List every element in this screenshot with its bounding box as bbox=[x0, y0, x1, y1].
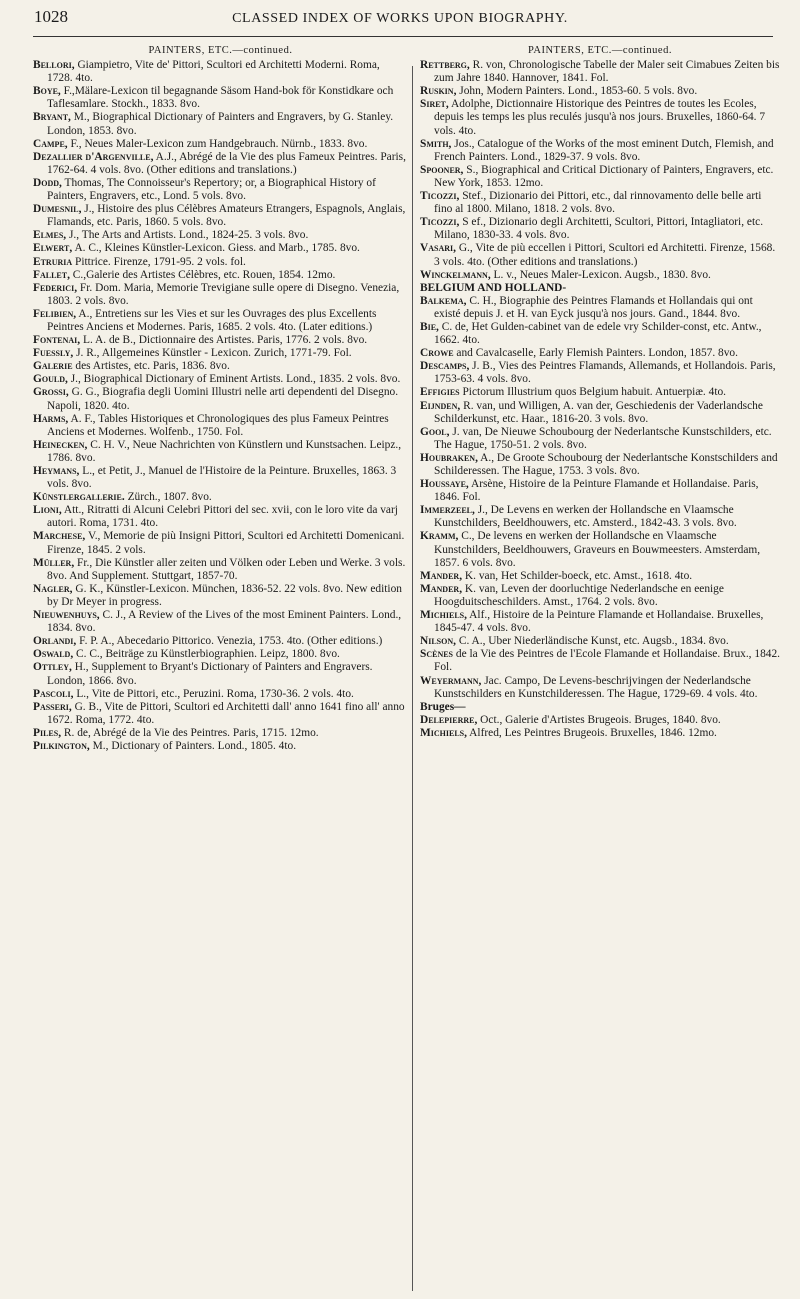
bibliography-entry bbox=[33, 557, 408, 583]
bibliography-entry bbox=[33, 661, 408, 687]
bibliography-entry bbox=[420, 583, 780, 609]
bibliography-entry bbox=[33, 373, 408, 386]
left-column bbox=[33, 44, 408, 753]
entry-author: Ticozzi, bbox=[420, 190, 460, 203]
belgium-holland-entry-list bbox=[420, 295, 780, 701]
bibliography-entry bbox=[420, 426, 780, 452]
entry-details: R. de, Abrégé de la Vie des Peintres. Paris, 1715. 12mo. bbox=[63, 726, 319, 739]
bibliography-entry bbox=[420, 164, 780, 190]
bibliography-entry bbox=[33, 439, 408, 465]
page-number: 1028 bbox=[34, 7, 68, 26]
entry-details: C. de, Het Gulden-cabinet van de edele vry Schilder-const, etc. Antw., 1662. 4to. bbox=[434, 320, 762, 347]
right-entry-list bbox=[420, 59, 780, 282]
bibliography-entry bbox=[33, 282, 408, 308]
bibliography-entry bbox=[33, 360, 408, 373]
entry-author: Effigies bbox=[420, 386, 460, 399]
bibliography-entry bbox=[420, 675, 780, 701]
header-rule bbox=[33, 36, 773, 37]
entry-details: John, Modern Painters. Lond., 1853-60. 5 vols. 8vo. bbox=[459, 85, 698, 98]
entry-details: Oct., Galerie d'Artistes Brugeois. Bruges, 1840. 8vo. bbox=[480, 713, 721, 726]
bibliography-entry bbox=[33, 242, 408, 255]
entry-details: C. A., Uber Niederländische Kunst, etc. Augsb., 1834. 8vo. bbox=[458, 635, 729, 648]
entry-details: M., Biographical Dictionary of Painters and Engravers, by G. Stanley. London, 1853. 8vo. bbox=[47, 111, 394, 137]
entry-details: de la Vie des Peintres de l'Ecole Flamande et Hollandaise. Brux., 1842. Fol. bbox=[434, 648, 781, 674]
entry-author: Weyermann, bbox=[420, 674, 482, 687]
entry-details: Jac. Campo, De Levens-beschrijvingen der Nederlandsche Kunstschilders en Kunstchilderessen. The Hague, 1729-69. 4 vols. 4to. bbox=[434, 674, 758, 700]
entry-details: A., Entretiens sur les Vies et sur les Ouvrages des plus Excellents Peintres Anciens et Modernes. Paris, 1685. 2 vols. 4to. (Later editions.) bbox=[47, 307, 377, 333]
bibliography-entry bbox=[420, 85, 780, 98]
entry-author: Mander, bbox=[420, 582, 463, 595]
left-entry-list bbox=[33, 59, 408, 753]
bibliography-entry bbox=[420, 98, 780, 137]
bibliography-entry bbox=[420, 321, 780, 347]
bibliography-entry bbox=[420, 190, 780, 216]
bibliography-entry bbox=[33, 85, 408, 111]
entry-details: R. von, Chronologische Tabelle der Maler seit Cimabues Zeiten bis zum Jahre 1840. Hannover, 1841. Fol. bbox=[434, 59, 780, 85]
bibliography-entry bbox=[420, 347, 780, 360]
entry-author: Michiels, bbox=[420, 609, 467, 622]
bibliography-entry bbox=[420, 452, 780, 478]
section-heading-bruges: Bruges— bbox=[420, 700, 466, 713]
entry-author: Nieuwenhuys, bbox=[33, 609, 100, 622]
entry-author: Etruria bbox=[33, 255, 73, 268]
bibliography-entry bbox=[33, 583, 408, 609]
entry-details: S ef., Dizionario degli Architetti, Scultori, Pittori, Intagliatori, etc. Milano, 1830-33. 4 vols. 8vo. bbox=[434, 216, 764, 242]
entry-author: Descamps, bbox=[420, 360, 470, 373]
entry-author: Harms, bbox=[33, 412, 69, 425]
entry-author: Vasari, bbox=[420, 242, 456, 255]
entry-author: Houssaye, bbox=[420, 478, 469, 491]
entry-details: Att., Ritratti di Alcuni Celebri Pittori del sec. xvii, con le loro vite da varj autori. Roma, 1731. 4to. bbox=[47, 504, 398, 530]
entry-author: Mander, bbox=[420, 569, 463, 582]
entry-author: Ticozzi, bbox=[420, 216, 460, 229]
entry-author: Federici, bbox=[33, 281, 78, 294]
right-column-heading: PAINTERS, ETC.—continued. bbox=[528, 45, 672, 56]
section-heading-belgium-holland: BELGIUM AND HOLLAND- bbox=[420, 281, 567, 294]
entry-details: des Artistes, etc. Paris, 1836. 8vo. bbox=[75, 360, 230, 373]
entry-details: V., Memorie de più Insigni Pittori, Scultori ed Architetti Domenicani. Firenze, 1845. 2 vols. bbox=[47, 530, 405, 556]
bibliography-entry bbox=[420, 59, 780, 85]
entry-details: Alfred, Les Peintres Brugeois. Bruxelles, 1846. 12mo. bbox=[469, 726, 717, 739]
entry-details: M., Dictionary of Painters. Lond., 1805. 4to. bbox=[92, 739, 297, 752]
bibliography-entry bbox=[33, 648, 408, 661]
entry-details: G. G., Biografia degli Uomini Illustri nelle arti dependenti del Disegno. Napoli, 1820. 4to. bbox=[47, 386, 399, 412]
entry-author: Winckelmann, bbox=[420, 268, 491, 281]
entry-author: Grossi, bbox=[33, 386, 69, 399]
entry-details: Fr. Dom. Maria, Memorie Trevigiane sulle opere di Disegno. Venezia, 1803. 2 vols. 8vo. bbox=[47, 281, 400, 307]
entry-details: F.,Mälare-Lexicon til begagnande Säsom Hand-bok för Konstidkare och Taflesamlare. Stockh., 1833. 8vo. bbox=[47, 85, 394, 111]
entry-details: C. J., A Review of the Lives of the most Eminent Painters. Lond., 1834. 8vo. bbox=[47, 609, 402, 635]
bibliography-entry bbox=[420, 635, 780, 648]
bibliography-entry bbox=[420, 530, 780, 569]
entry-author: Galerie bbox=[33, 360, 73, 373]
entry-author: Dumesnil, bbox=[33, 203, 82, 216]
entry-details: A. C., Kleines Künstler-Lexicon. Giess. and Marb., 1785. 8vo. bbox=[74, 242, 360, 255]
entry-details: and Cavalcaselle, Early Flemish Painters. London, 1857. 8vo. bbox=[456, 347, 738, 360]
entry-details: J., The Arts and Artists. Lond., 1824-25. 3 vols. 8vo. bbox=[68, 229, 309, 242]
entry-author: Nagler, bbox=[33, 582, 73, 595]
entry-details: Alf., Histoire de la Peinture Flamande et Hollandaise. Bruxelles, 1845-47. 4 vols. 8vo. bbox=[434, 609, 764, 635]
entry-author: Smith, bbox=[420, 137, 452, 150]
bibliography-entry bbox=[420, 295, 780, 321]
entry-details: Giampietro, Vite de' Pittori, Scultori ed Architetti Moderni. Roma, 1728. 4to. bbox=[47, 59, 380, 85]
entry-author: Ottley, bbox=[33, 661, 72, 674]
entry-details: C., De levens en werken der Hollandsche en Vlaamsche Kunstchilders, Beeldhouwers, Graveurs en Bouwmeesters. Amsterdam, 1857. 6 vols. 8vo. bbox=[434, 530, 761, 569]
bibliography-entry bbox=[33, 308, 408, 334]
entry-author: Bie, bbox=[420, 320, 439, 333]
entry-details: G. K., Künstler-Lexicon. München, 1836-52. 22 vols. 8vo. New edition by Dr Meyer in progress. bbox=[47, 582, 402, 608]
entry-details: L., et Petit, J., Manuel de l'Histoire de la Peinture. Bruxelles, 1863. 3 vols. 8vo. bbox=[47, 465, 397, 491]
bibliography-entry bbox=[420, 386, 780, 399]
entry-details: K. van, Leven der doorluchtige Nederlandsche en eenige Hoogduitscheschilders. Amst., 1764. 2 vols. 8vo. bbox=[434, 582, 724, 608]
entry-details: G., Vite de più eccellen i Pittori, Scultori ed Architetti. Firenze, 1568. 3 vols. 4to. (Other editions and translations.) bbox=[434, 242, 776, 268]
entry-author: Siret, bbox=[420, 98, 449, 111]
bibliography-entry bbox=[33, 111, 408, 137]
entry-author: Gool, bbox=[420, 425, 450, 438]
bibliography-entry bbox=[33, 530, 408, 556]
bibliography-entry bbox=[33, 504, 408, 530]
bibliography-entry bbox=[420, 714, 780, 727]
running-title: CLASSED INDEX OF WORKS UPON BIOGRAPHY. bbox=[232, 11, 568, 26]
entry-details: C. H., Biographie des Peintres Flamands et Hollandais qui ont existé depuis J. et H. van Eyck jusqu'à nos jours. Gand., 1844. 8vo. bbox=[434, 294, 753, 320]
entry-author: Balkema, bbox=[420, 294, 467, 307]
entry-details: Thomas, The Connoisseur's Repertory; or, a Biographical History of Painters, Engravers, etc., Lond. 5 vols. 8vo. bbox=[47, 176, 376, 203]
entry-author: Elwert, bbox=[33, 242, 73, 255]
entry-author: Heinecken, bbox=[33, 438, 88, 451]
entry-author: Orlandi, bbox=[33, 635, 77, 648]
entry-author: Müller, bbox=[33, 556, 75, 569]
entry-details: F. P. A., Abecedario Pittorico. Venezia, 1753. 4to. (Other editions.) bbox=[79, 635, 383, 648]
entry-details: L. v., Neues Maler-Lexicon. Augsb., 1830. 8vo. bbox=[493, 268, 711, 281]
left-column-heading: PAINTERS, ETC.—continued. bbox=[148, 45, 293, 56]
entry-author: Immerzeel, bbox=[420, 504, 475, 517]
bibliography-entry bbox=[420, 138, 780, 164]
entry-author: Pascoli, bbox=[33, 687, 74, 700]
entry-author: Kramm, bbox=[420, 530, 459, 543]
bruges-entry-list bbox=[420, 714, 780, 740]
entry-author: Crowe bbox=[420, 347, 454, 360]
entry-author: Passeri, bbox=[33, 700, 72, 713]
entry-details: S., Biographical and Critical Dictionary of Painters, Engravers, etc. New York, 1853. 12mo. bbox=[434, 163, 774, 189]
bibliography-entry bbox=[33, 635, 408, 648]
entry-author: Bellori, bbox=[33, 59, 75, 72]
bibliography-entry bbox=[33, 256, 408, 269]
entry-author: Nilson, bbox=[420, 635, 456, 648]
entry-author: Fuessly, bbox=[33, 347, 74, 360]
entry-author: Gould, bbox=[33, 373, 68, 386]
bibliography-entry bbox=[420, 727, 780, 740]
entry-author: Houbraken, bbox=[420, 451, 478, 464]
bibliography-entry bbox=[33, 491, 408, 504]
entry-author: Pilkington, bbox=[33, 739, 90, 752]
entry-author: Marchese, bbox=[33, 530, 86, 543]
entry-details: A. F., Tables Historiques et Chronologiques des plus Fameux Peintres Anciens et Modernes. Wolfenb., 1750. Fol. bbox=[47, 412, 389, 438]
bibliography-entry bbox=[33, 413, 408, 439]
bibliography-entry bbox=[420, 360, 780, 386]
entry-details: Arsène, Histoire de la Peinture Flamande et Hollandaise. Paris, 1846. Fol. bbox=[434, 478, 759, 504]
bibliography-entry bbox=[33, 59, 408, 85]
bibliography-entry bbox=[420, 648, 780, 674]
bibliography-entry bbox=[33, 203, 408, 229]
bibliography-entry bbox=[420, 609, 780, 635]
entry-details: Jos., Catalogue of the Works of the most eminent Dutch, Flemish, and French Painters. Lond., 1829-37. 9 vols. 8vo. bbox=[434, 137, 774, 163]
bibliography-entry bbox=[33, 177, 408, 203]
entry-author: Fallet, bbox=[33, 268, 70, 281]
bibliography-entry bbox=[33, 688, 408, 701]
entry-details: J. van, De Nieuwe Schoubourg der Nederlantsche Kunstschilders, etc. The Hague, 1750-51. 2 vols. 8vo. bbox=[434, 425, 772, 451]
entry-details: R. van, und Willigen, A. van der, Geschiedenis der Vaderlandsche Schilderkunst, etc. Haar., 1816-20. 3 vols. 8vo. bbox=[434, 399, 763, 425]
entry-author: Boye, bbox=[33, 85, 61, 98]
entry-details: F., Neues Maler-Lexicon zum Handgebrauch. Nürnb., 1833. 8vo. bbox=[70, 137, 368, 150]
entry-details: J., De Levens en werken der Hollandsche en Vlaamsche Kunstchilders, Beeldhouwers, etc. Amsterd., 1842-43. 3 vols. 8vo. bbox=[434, 504, 737, 530]
bibliography-entry bbox=[420, 478, 780, 504]
entry-details: Fr., Die Künstler aller zeiten und Völken oder Leben und Werke. 3 vols. 8vo. And Supplement. Stuttgart, 1857-70. bbox=[47, 556, 406, 582]
entry-author: Oswald, bbox=[33, 648, 74, 661]
entry-details: J. R., Allgemeines Künstler - Lexicon. Zurich, 1771-79. Fol. bbox=[76, 347, 352, 360]
bibliography-entry bbox=[33, 269, 408, 282]
column-divider bbox=[412, 66, 413, 1291]
bibliography-entry bbox=[33, 229, 408, 242]
bibliography-entry bbox=[420, 504, 780, 530]
entry-details: Stef., Dizionario dei Pittori, etc., dal rinnovamento delle belle arti fino al 1800. Milano, 1818. 2 vols. 8vo. bbox=[434, 190, 762, 216]
entry-author: Fontenai, bbox=[33, 334, 81, 347]
bibliography-entry bbox=[420, 242, 780, 268]
entry-author: Künstlergallerie. bbox=[33, 491, 125, 504]
entry-details: J., Histoire des plus Célèbres Amateurs Etrangers, Espagnols, Anglais, Flamands, etc. Paris, 1860. 5 vols. 8vo. bbox=[47, 203, 406, 229]
entry-author: Dezallier d'Argenville, bbox=[33, 150, 154, 163]
entry-details: Pittrice. Firenze, 1791-95. 2 vols. fol. bbox=[75, 255, 246, 268]
bibliography-entry bbox=[33, 334, 408, 347]
bibliography-entry bbox=[420, 570, 780, 583]
entry-author: Lioni, bbox=[33, 504, 62, 517]
entry-author: Bryant, bbox=[33, 111, 71, 124]
entry-details: H., Supplement to Bryant's Dictionary of Painters and Engravers. London, 1866. 8vo. bbox=[47, 661, 373, 687]
entry-details: C. H. V., Neue Nachrichten von Künstlern und Kunstsachen. Leipz., 1786. 8vo. bbox=[47, 438, 402, 464]
entry-details: Zürch., 1807. 8vo. bbox=[127, 491, 212, 504]
entry-details: A.J., Abrégé de la Vie des plus Fameux Peintres. Paris, 1762-64. 4 vols. 8vo. (Other editions and translations.) bbox=[47, 150, 406, 176]
entry-author: Michiels, bbox=[420, 726, 467, 739]
entry-author: Campe, bbox=[33, 137, 68, 150]
entry-details: C. C., Beiträge zu Künstlerbiographien. Leipz, 1800. 8vo. bbox=[76, 648, 340, 661]
entry-author: Eijnden, bbox=[420, 399, 461, 412]
bibliography-entry bbox=[33, 151, 408, 177]
bibliography-entry bbox=[33, 701, 408, 727]
entry-author: Scènes bbox=[420, 648, 454, 661]
entry-details: L., Vite de Pittori, etc., Peruzini. Roma, 1730-36. 2 vols. 4to. bbox=[76, 687, 354, 700]
entry-details: J., Biographical Dictionary of Eminent Artists. Lond., 1835. 2 vols. 8vo. bbox=[70, 373, 401, 386]
bibliography-entry bbox=[33, 609, 408, 635]
entry-details: A., De Groote Schoubourg der Nederlantsche Konstschilders and Schilderessen. The Hague, 1753. 3 vols. 8vo. bbox=[434, 451, 778, 477]
entry-author: Delepierre, bbox=[420, 713, 478, 726]
entry-details: J. B., Vies des Peintres Flamands, Allemands, et Hollandois. Paris, 1753-63. 4 vols. 8vo. bbox=[434, 360, 776, 386]
entry-author: Dodd, bbox=[33, 176, 62, 189]
bibliography-entry bbox=[420, 269, 780, 282]
entry-author: Spooner, bbox=[420, 163, 464, 176]
entry-author: Ruskin, bbox=[420, 85, 457, 98]
bibliography-entry bbox=[420, 400, 780, 426]
entry-author: Heymans, bbox=[33, 465, 80, 477]
bibliography-entry bbox=[33, 386, 408, 412]
entry-author: Felibien, bbox=[33, 307, 77, 320]
entry-details: K. van, Het Schilder-boeck, etc. Amst., 1618. 4to. bbox=[464, 569, 693, 582]
entry-details: G. B., Vite de Pittori, Scultori ed Architetti dall' anno 1641 fino all' anno 1672. Roma, 1772. 4to. bbox=[47, 700, 405, 726]
entry-details: L. A. de B., Dictionnaire des Artistes. Paris, 1776. 2 vols. 8vo. bbox=[83, 334, 368, 347]
bibliography-entry bbox=[33, 740, 408, 753]
entry-details: Adolphe, Dictionnaire Historique des Peintres de toutes les Ecoles, depuis les temps les plus reculés jusqu'à nos jours. Bruxelles, 1860-64. 7 vols. 4to. bbox=[434, 98, 766, 137]
entry-details: Pictorum Illustrium quos Belgium habuit. Antuerpiæ. 4to. bbox=[462, 386, 727, 399]
entry-author: Piles, bbox=[33, 726, 62, 739]
bibliography-entry bbox=[33, 465, 408, 491]
bibliography-entry bbox=[33, 727, 408, 740]
entry-details: C.,Galerie des Artistes Célèbres, etc. Rouen, 1854. 12mo. bbox=[72, 268, 336, 281]
entry-author: Elmes, bbox=[33, 229, 67, 242]
bibliography-entry bbox=[33, 138, 408, 151]
entry-author: Rettberg, bbox=[420, 59, 470, 72]
bibliography-entry bbox=[33, 347, 408, 360]
bibliography-entry bbox=[420, 216, 780, 242]
right-column bbox=[420, 44, 780, 740]
